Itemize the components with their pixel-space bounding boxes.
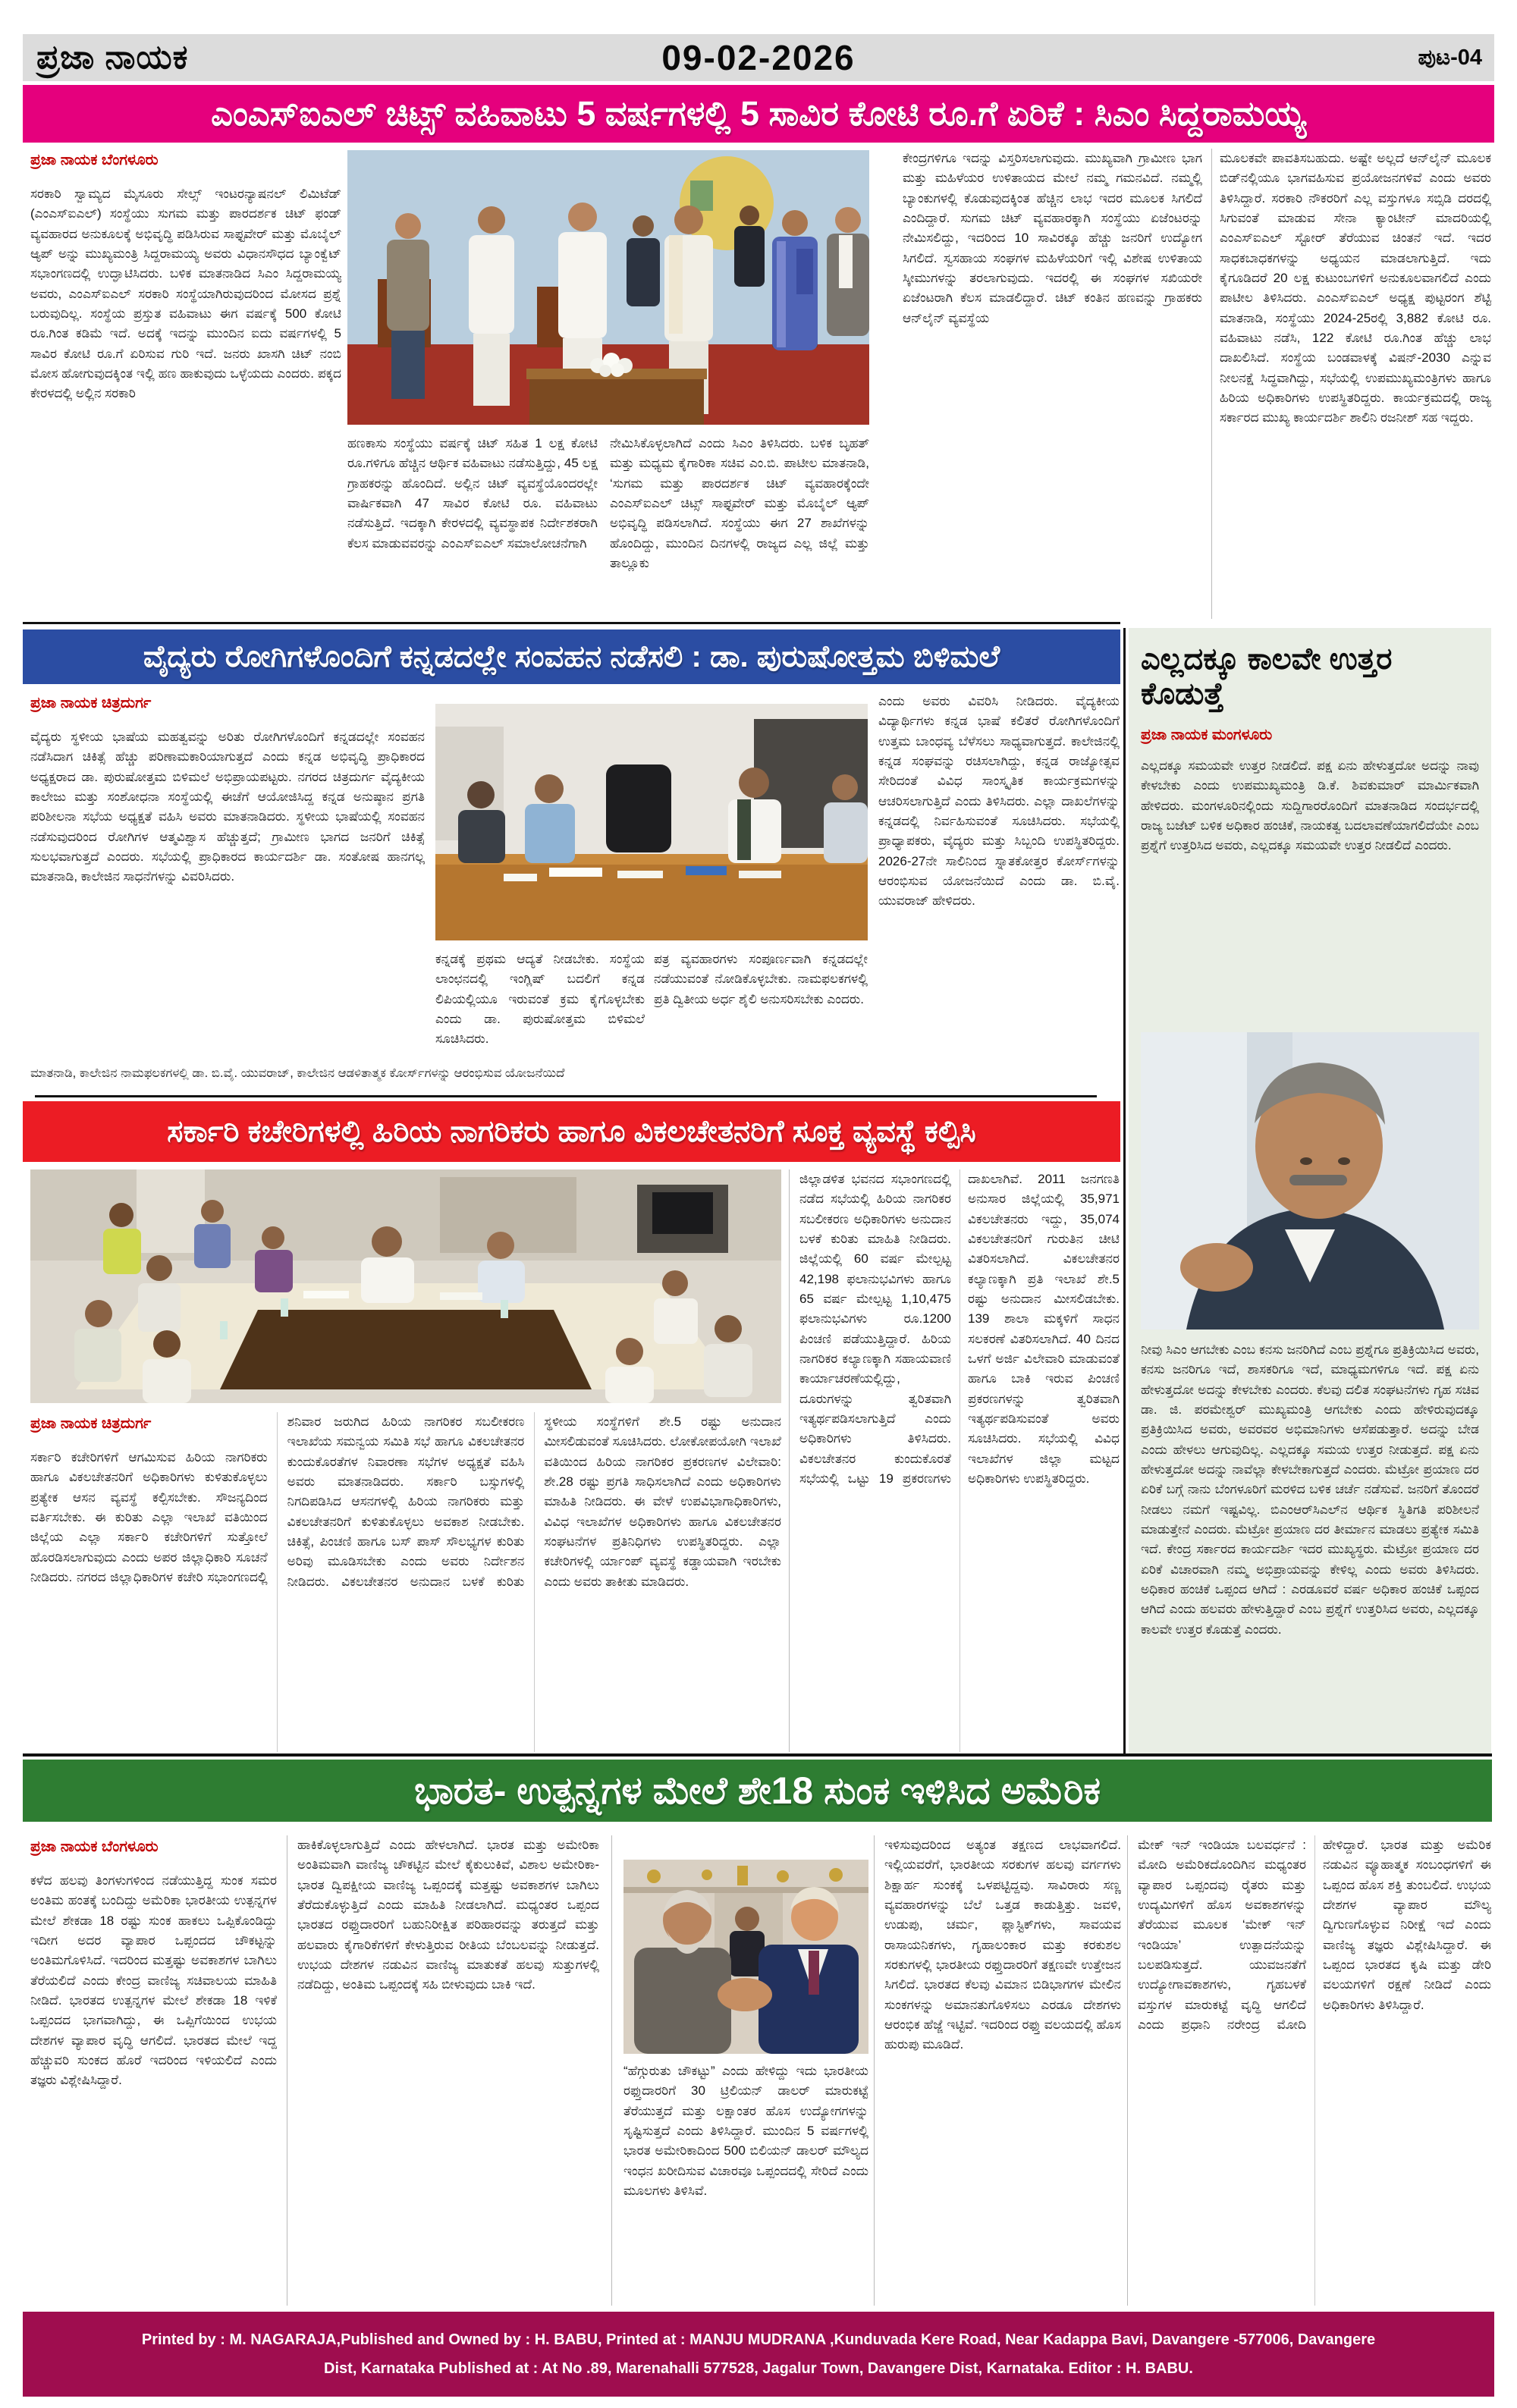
dk-shivakumar-photo <box>1141 1032 1479 1330</box>
article4-column1 <box>30 1835 277 2306</box>
section-divider <box>35 1095 1097 1097</box>
article2-headline: ವೈದ್ಯರು ರೋಗಿಗಳೊಂದಿಗೆ ಕನ್ನಡದಲ್ಲೇ ಸಂವಹನ ನಡೆಸಲಿ : ಡಾ. ಪುರುಷೋತ್ತಮ ಬಿಳಿಮಲೆ <box>23 629 1120 684</box>
article2-column1 <box>30 692 425 1062</box>
sidebar-paragraph1: ಎಲ್ಲದಕ್ಕೂ ಸಮಯವೇ ಉತ್ತರ ನೀಡಲಿದೆ. ಪಕ್ಷ ಏನು ಹೇಳುತ್ತದೋ ಅದನ್ನು ನಾವು ಕೇಳಬೇಕು ಎಂದು ಉಪಮುಖ್ಯಮಂತ್ರಿ ಡಿ.ಕೆ. ಶಿವಕುಮಾರ್ ಮಾರ್ಮಿಕವಾಗಿ ಹೇಳಿದರು. ಮಂಗಳೂರಿನಲ್ಲಿಂದು ಸುದ್ದಿಗಾರರೊಂದಿಗೆ ಮಾತನಾಡಿದ ಸಂದರ್ಭದಲ್ಲಿ ರಾಜ್ಯ ಬಜೆಟ್ ಬಳಿಕ ಅಧಿಕಾರ ಹಂಚಿಕೆ, ನಾಯಕತ್ವ ಬದಲಾವಣೆಯಾಗಲಿದೆಯೇ ಎಂಬ ಪ್ರಶ್ನೆಗೆ ಉತ್ತರಿಸಿದ ಅವರು, ಎಲ್ಲದಕ್ಕೂ ಸಮಯವೇ ಉತ್ತರ ನೀಡಲಿದೆ ಎಂದರು. <box>1141 758 1479 853</box>
article3-headline: ಸರ್ಕಾರಿ ಕಚೇರಿಗಳಲ್ಲಿ ಹಿರಿಯ ನಾಗರಿಕರು ಹಾಗೂ ವಿಕಲಚೇತನರಿಗೆ ಸೂಕ್ತ ವ್ಯವಸ್ಥೆ ಕಲ್ಪಿಸಿ <box>23 1101 1120 1162</box>
sidebar-headline: ಎಲ್ಲದಕ್ಕೂ ಕಾಲವೇ ಉತ್ತರ ಕೊಡುತ್ತೆ <box>1141 642 1393 711</box>
article2-column2: ಕನ್ನಡಕ್ಕೆ ಪ್ರಥಮ ಆದ್ಯತೆ ನೀಡಬೇಕು. ಸಂಸ್ಥೆಯ ಲಾಂಛನದಲ್ಲಿ ಇಂಗ್ಲಿಷ್ ಬದಲಿಗೆ ಕನ್ನಡ ಲಿಪಿಯಲ್ಲಿಯೂ ಇರುವಂತೆ ಕ್ರಮ ಕೈಗೊಳ್ಳಬೇಕು ಎಂದು ಡಾ. ಪುರುಷೋತ್ತಮ ಬಿಳಿಮಲೆ ಸೂಚಿಸಿದರು. <box>435 952 645 1047</box>
imprint-line2: Dist, Karnataka Published at : At No .89, Marenahalli 577528, Jagalur Town, Davangere Dist, Karnataka. Editor : H. BABU. <box>324 2360 1193 2377</box>
article4-byline: ಪ್ರಜಾ ನಾಯಕ ಬೆಂಗಳೂರು <box>30 1838 159 1855</box>
article2-column4: ಎಂದು ಅವರು ವಿವರಿಸಿ ನೀಡಿದರು. ವೈದ್ಯಕೀಯ ವಿದ್ಯಾರ್ಥಿಗಳು ಕನ್ನಡ ಭಾಷೆ ಕಲಿತರೆ ರೋಗಿಗಳೊಂದಿಗೆ ಉತ್ತಮ ಬಾಂಧವ್ಯ ಬೆಳೆಸಲು ಸಾಧ್ಯವಾಗುತ್ತದೆ. ಕಾಲೇಜಿನಲ್ಲಿ ಕನ್ನಡ ಸಂಘವನ್ನು ರಚಿಸಲಾಗಿದ್ದು, ಕನ್ನಡ ರಾಜ್ಯೋತ್ಸವ ಸೇರಿದಂತೆ ವಿವಿಧ ಸಾಂಸ್ಕೃತಿಕ ಕಾರ್ಯಕ್ರಮಗಳನ್ನು ಆಚರಿಸಲಾಗುತ್ತಿದೆ ಎಂದು ತಿಳಿಸಿದರು. ಎಲ್ಲಾ ದಾಖಲೆಗಳನ್ನು ಕನ್ನಡದಲ್ಲಿ ನಿರ್ವಹಿಸುವಂತೆ ಸೂಚಿಸಿದರು. ಸಭೆಯಲ್ಲಿ ಪ್ರಾಧ್ಯಾಪಕರು, ವೈದ್ಯರು ಮತ್ತು ಸಿಬ್ಬಂದಿ ಉಪಸ್ಥಿತರಿದ್ದರು. 2026-27ನೇ ಸಾಲಿನಿಂದ ಸ್ನಾತಕೋತ್ತರ ಕೋರ್ಸ್‌ಗಳನ್ನು ಆರಂಭಿಸುವ ಯೋಜನೆಯಿದೆ ಎಂದು ಡಾ. ಬಿ.ವೈ. ಯುವರಾಜ್ ಹೇಳಿದರು. <box>878 694 1120 909</box>
article4-columns56: ಮೇಕ್ ಇನ್ ಇಂಡಿಯಾ ಬಲವರ್ಧನೆ : ಮೋದಿ ಅಮೆರಿಕದೊಂದಿಗಿನ ಮಧ್ಯಂತರ ವ್ಯಾಪಾರ ಒಪ್ಪಂದವು ರೈತರು ಮತ್ತು ಉದ್ಯಮಿಗಳಿಗೆ ಹೊಸ ಅವಕಾಶಗಳನ್ನು ತೆರೆಯುವ ಮೂಲಕ ‘ಮೇಕ್ ಇನ್ ಇಂಡಿಯಾ’ ಉತ್ಪಾದನೆಯನ್ನು ಬಲಪಡಿಸುತ್ತದೆ. ಯುವಜನತೆಗೆ ಉದ್ಯೋಗಾವಕಾಶಗಳು, ಗೃಹಬಳಕೆ ವಸ್ತುಗಳ ಮಾರುಕಟ್ಟೆ ವೃದ್ಧಿ ಆಗಲಿದೆ ಎಂದು ಪ್ರಧಾನಿ ನರೇಂದ್ರ ಮೋದಿ ಹೇಳಿದ್ದಾರೆ. ಭಾರತ ಮತ್ತು ಅಮೆರಿಕ ನಡುವಿನ ವ್ಯೂಹಾತ್ಮಕ ಸಂಬಂಧಗಳಿಗೆ ಈ ಒಪ್ಪಂದ ಹೊಸ ಶಕ್ತಿ ತುಂಬಲಿದೆ. ಉಭಯ ದೇಶಗಳ ವ್ಯಾಪಾರ ಮೌಲ್ಯ ದ್ವಿಗುಣಗೊಳ್ಳುವ ನಿರೀಕ್ಷೆ ಇದೆ ಎಂದು ವಾಣಿಜ್ಯ ತಜ್ಞರು ವಿಶ್ಲೇಷಿಸಿದ್ದಾರೆ. ಈ ಒಪ್ಪಂದ ಭಾರತದ ಕೃಷಿ ಮತ್ತು ಡೇರಿ ವಲಯಗಳಿಗೆ ರಕ್ಷಣೆ ನೀಡಿದೆ ಎಂದು ಅಧಿಕಾರಿಗಳು ತಿಳಿಸಿದ್ದಾರೆ. <box>1138 1838 1491 2033</box>
article1-column4: ಕೇಂದ್ರಗಳಿಗೂ ಇದನ್ನು ವಿಸ್ತರಿಸಲಾಗುವುದು. ಮುಖ್ಯವಾಗಿ ಗ್ರಾಮೀಣ ಭಾಗ ಮತ್ತು ಮಹಿಳೆಯರ ಉಳಿತಾಯದ ಮೇಲೆ ನಮ್ಮ ಗಮನವಿದೆ. ನಮ್ಮಲ್ಲಿ ಬ್ಯಾಂಕುಗಳಲ್ಲಿ ಕೊಡುವುದಕ್ಕಿಂತ ಹೆಚ್ಚಿನ ಲಾಭ ಇದರ ಮೂಲಕ ಸಿಗಲಿದೆ ಎಂದಿದ್ದಾರೆ. ಸುಗಮ ಚಿಟ್ ವ್ಯವಹಾರಕ್ಕಾಗಿ ಸಂಸ್ಥೆಯು ಏಜೆಂಟರನ್ನು ನೇಮಿಸಲಿದ್ದು, ಇದರಿಂದ 10 ಸಾವಿರಕ್ಕೂ ಹೆಚ್ಚು ಜನರಿಗೆ ಉದ್ಯೋಗ ಸಿಗಲಿದೆ. ಸ್ವಸಹಾಯ ಸಂಘಗಳ ಮಹಿಳೆಯರಿಗೆ ಇಲ್ಲಿ ವಿಶೇಷ ಉಳಿತಾಯ ಸ್ಕೀಮುಗಳನ್ನು ತರಲಾಗುವುದು. ಇದರಲ್ಲಿ ಈ ಸಂಘಗಳ ಸಖಿಯರೇ ಏಜೆಂಟರಾಗಿ ಕೆಲಸ ಮಾಡಲಿದ್ದಾರೆ. ಚಿಟ್ ಕಂತಿನ ಹಣವನ್ನು ಗ್ರಾಹಕರು ಆನ್‌ಲೈನ್ ವ್ಯವಸ್ಥೆಯ <box>903 151 1202 325</box>
section-divider <box>23 622 1120 624</box>
column-divider <box>874 1835 875 2306</box>
newspaper-title: ಪ್ರಜಾ ನಾಯಕ <box>36 39 189 76</box>
msil-launch-photo <box>347 150 869 425</box>
imprint-footer <box>23 2312 1494 2397</box>
article2-column3: ಪತ್ರ ವ್ಯವಹಾರಗಳು ಸಂಪೂರ್ಣವಾಗಿ ಕನ್ನಡದಲ್ಲೇ ನಡೆಯುವಂತೆ ನೋಡಿಕೊಳ್ಳಬೇಕು. ನಾಮಫಲಕಗಳಲ್ಲಿ ಪ್ರತಿ ದ್ವಿತೀಯ ಅರ್ಧ ಶೈಲಿ ಅನುಸರಿಸಬೇಕು ಎಂದರು. <box>654 952 868 1006</box>
sidebar-article <box>1129 628 1491 1753</box>
article4-text1: ಕಳೆದ ಹಲವು ತಿಂಗಳುಗಳಿಂದ ನಡೆಯುತ್ತಿದ್ದ ಸುಂಕ ಸಮರ ಅಂತಿಮ ಹಂತಕ್ಕೆ ಬಂದಿದ್ದು ಅಮೆರಿಕಾ ಭಾರತೀಯ ಉತ್ಪನ್ನಗಳ ಮೇಲೆ ಶೇಕಡಾ 18 ರಷ್ಟು ಸುಂಕ ಹಾಕಲು ಒಪ್ಪಿಕೊಂಡಿದ್ದು ಇದೀಗ ಅದರ ವ್ಯಾಪಾರ ಒಪ್ಪಂದದ ಚೌಕಟ್ಟನ್ನು ಅಂತಿಮಗೊಳಿಸಿದೆ. ಇದರಿಂದ ಮತ್ತಷ್ಟು ಅವಕಾಶಗಳ ಬಾಗಿಲು ತೆರೆಯಲಿದೆ ಎಂದು ಕೇಂದ್ರ ವಾಣಿಜ್ಯ ಸಚಿವಾಲಯ ಮಾಹಿತಿ ನೀಡಿದೆ. ಭಾರತದ ಉತ್ಪನ್ನಗಳ ಮೇಲೆ ಶೇಕಡಾ 18 ಇಳಿಕೆ ಒಪ್ಪಂದದ ಭಾಗವಾಗಿದ್ದು, ಈ ಒಪ್ಪಿಗೆಯಿಂದ ಉಭಯ ದೇಶಗಳ ವ್ಯಾಪಾರ ವೃದ್ಧಿ ಆಗಲಿದೆ. ಭಾರತದ ಮೇಲೆ ಇದ್ದ ಹೆಚ್ಚುವರಿ ಸುಂಕದ ಹೊರೆ ಇದರಿಂದ ಇಳಿಯಲಿದೆ ಎಂದು ತಜ್ಞರು ವಿಶ್ಲೇಷಿಸಿದ್ದಾರೆ. <box>30 1873 277 2088</box>
article1-column3: ನೇಮಿಸಿಕೊಳ್ಳಲಾಗಿದೆ ಎಂದು ಸಿಎಂ ತಿಳಿಸಿದರು. ಬಳಿಕ ಬೃಹತ್ ಮತ್ತು ಮಧ್ಯಮ ಕೈಗಾರಿಕಾ ಸಚಿವ ಎಂ.ಬಿ. ಪಾಟೀಲ ಮಾತನಾಡಿ, ‘ಸುಗಮ ಮತ್ತು ಪಾರದರ್ಶಕ ಚಿಟ್ ವ್ಯವಹಾರಕ್ಕೆಂದೇ ಎಂಎಸ್‌ಐಎಲ್ ಚಿಟ್ಸ್ ಸಾಫ್ಟವೇರ್ ಮತ್ತು ಮೊಬೈಲ್ ಆ್ಯಪ್ ಅಭಿವೃದ್ಧಿ ಪಡಿಸಲಾಗಿದೆ. ಸಂಸ್ಥೆಯು ಈಗ 27 ಶಾಖೆಗಳನ್ನು ಹೊಂದಿದ್ದು, ಮುಂದಿನ ದಿನಗಳಲ್ಲಿ ರಾಜ್ಯದ ಎಲ್ಲ ಜಿಲ್ಲೆ ಮತ್ತು ತಾಲ್ಲೂಕು <box>610 436 869 571</box>
article1-byline: ಪ್ರಜಾ ನಾಯಕ ಬೆಂಗಳೂರು <box>30 152 159 168</box>
article3-byline: ಪ್ರಜಾ ನಾಯಕ ಚಿತ್ರದುರ್ಗ <box>30 1415 152 1432</box>
article2-byline: ಪ್ರಜಾ ನಾಯಕ ಚಿತ್ರದುರ್ಗ <box>30 695 152 711</box>
lead-headline: ಎಂಎಸ್‌ಐಎಲ್ ಚಿಟ್ಸ್ ವಹಿವಾಟು 5 ವರ್ಷಗಳಲ್ಲಿ 5 ಸಾವಿರ ಕೋಟಿ ರೂ.ಗೆ ಏರಿಕೆ : ಸಿಎಂ ಸಿದ್ದರಾಮಯ್ಯ <box>23 85 1494 143</box>
column-divider <box>1127 1835 1128 2306</box>
article1-text1: ಸರಕಾರಿ ಸ್ವಾಮ್ಯದ ಮೈಸೂರು ಸೇಲ್ಸ್ ಇಂಟರನ್ಯಾಷನಲ್ ಲಿಮಿಟೆಡ್ (ಎಂಎಸ್‌ಐಎಲ್) ಸಂಸ್ಥೆಯು ಸುಗಮ ಮತ್ತು ಪಾರದರ್ಶಕ ಚಿಟ್ ಫಂಡ್ ವ್ಯವಹಾರದ ಅನುಕೂಲಕ್ಕೆ ಅಭಿವೃದ್ಧಿ ಪಡಿಸಿರುವ ಸಾಫ್ಟವೇರ್ ಮತ್ತು ಮೊಬೈಲ್ ಆ್ಯಪ್ ಅನ್ನು ಮುಖ್ಯಮಂತ್ರಿ ಸಿದ್ದರಾಮಯ್ಯ ಅವರು ವಿಧಾನಸೌಧದ ಬ್ಯಾಂಕ್ವೆಟ್ ಸಭಾಂಗಣದಲ್ಲಿ ಉದ್ಘಾಟಿಸಿದರು. ಬಳಿಕ ಮಾತನಾಡಿದ ಸಿಎಂ ಸಿದ್ದರಾಮಯ್ಯ ಅವರು, ಎಂಎಸ್‌ಐಎಲ್ ಸರಕಾರಿ ಸಂಸ್ಥೆಯಾಗಿರುವುದರಿಂದ ಮೋಸದ ಪ್ರಶ್ನೆ ಬರುವುದಿಲ್ಲ. ಸಂಸ್ಥೆಯ ಪ್ರಸ್ತುತ ವಹಿವಾಟು ಈಗ ವರ್ಷಕ್ಕೆ 500 ಕೋಟಿ ರೂ.ಗಿಂತ ಕಡಿಮೆ ಇದೆ. ಅದಕ್ಕೆ ಇದನ್ನು ಮುಂದಿನ ಐದು ವರ್ಷಗಳಲ್ಲಿ 5 ಸಾವಿರ ಕೋಟಿ ರೂ.ಗೆ ಏರಿಸುವ ಗುರಿ ಇದೆ. ಜನರು ಖಾಸಗಿ ಚಿಟ್ ನಂಬಿ ಮೋಸ ಹೋಗುವುದಕ್ಕಿಂತ ಇಲ್ಲಿ ಹಣ ಹಾಕುವುದು ಒಳ್ಳೆಯದು ಎಂದರು. ಪಕ್ಕದ ಕೇರಳದಲ್ಲಿ ಅಲ್ಲಿನ ಸರಕಾರಿ <box>30 187 341 401</box>
article4-mid-text: “ಹೆಗ್ಗುರುತು ಚೌಕಟ್ಟು” ಎಂದು ಹೇಳಿದ್ದು ಇದು ಭಾರತೀಯ ರಫ್ತುದಾರರಿಗೆ 30 ಟ್ರಿಲಿಯನ್ ಡಾಲರ್ ಮಾರುಕಟ್ಟೆ ತೆರೆಯುತ್ತದೆ ಮತ್ತು ಲಕ್ಷಾಂತರ ಹೊಸ ಉದ್ಯೋಗಗಳನ್ನು ಸೃಷ್ಟಿಸುತ್ತದೆ ಎಂದು ತಿಳಿಸಿದ್ದಾರೆ. ಮುಂದಿನ 5 ವರ್ಷಗಳಲ್ಲಿ ಭಾರತ ಅಮೇರಿಕಾದಿಂದ 500 ಬಿಲಿಯನ್ ಡಾಲರ್ ಮೌಲ್ಯದ ಇಂಧನ ಖರೀದಿಸುವ ವಿಚಾರವೂ ಒಪ್ಪಂದದಲ್ಲಿ ಸೇರಿದೆ ಎಂದು ಮೂಲಗಳು ತಿಳಿಸಿವೆ. <box>623 2064 868 2199</box>
article4-headline: ಭಾರತ- ಉತ್ಪನ್ನಗಳ ಮೇಲೆ ಶೇ18 ಸುಂಕ ಇಳಿಸಿದ ಅಮೆರಿಕ <box>23 1760 1492 1822</box>
column-divider <box>789 1169 790 1752</box>
column-divider <box>1211 149 1212 619</box>
article4-column2: ಹಾಕಿಕೊಳ್ಳಲಾಗುತ್ತಿದೆ ಎಂದು ಹೇಳಲಾಗಿದೆ. ಭಾರತ ಮತ್ತು ಅಮೇರಿಕಾ ಅಂತಿಮವಾಗಿ ವಾಣಿಜ್ಯ ಚೌಕಟ್ಟಿನ ಮೇಲೆ ಕೈಕುಲುಕಿವೆ, ವಿಶಾಲ ಅಮೇರಿಕಾ-ಭಾರತ ದ್ವಿಪಕ್ಷೀಯ ವಾಣಿಜ್ಯ ಒಪ್ಪಂದಕ್ಕೆ ಮತ್ತಷ್ಟು ಅವಕಾಶಗಳ ಬಾಗಿಲು ತೆರೆದುಕೊಳ್ಳುತ್ತಿದೆ ಎಂದು ಮಾಹಿತಿ ನೀಡಲಾಗಿದೆ. ಮಧ್ಯಂತರ ಒಪ್ಪಂದ ಭಾರತದ ರಫ್ತುದಾರರಿಗೆ ಬಹುನಿರೀಕ್ಷಿತ ಪರಿಹಾರವನ್ನು ತರುತ್ತದೆ ಮತ್ತು ಹಲವಾರು ಕೈಗಾರಿಕೆಗಳಿಗೆ ಕೇಳುತ್ತಿರುವ ರೀತಿಯ ಬೆಂಬಲವನ್ನು ನೀಡುತ್ತದೆ. ಉಭಯ ದೇಶಗಳ ನಡುವಿನ ವಾಣಿಜ್ಯ ಮಾತುಕತೆ ಹಲವು ಸುತ್ತುಗಳಲ್ಲಿ ನಡೆದಿದ್ದು, ಅಂತಿಮ ಒಪ್ಪಂದಕ್ಕೆ ಸಹಿ ಬೀಳುವುದು ಬಾಕಿ ಇದೆ. <box>297 1838 599 1992</box>
article3-body <box>30 1412 781 1752</box>
article1-column1 <box>30 149 341 619</box>
figure-2 <box>469 206 514 406</box>
kannada-review-meeting-photo <box>435 704 868 940</box>
district-meeting-photo <box>30 1169 781 1403</box>
modi-trump-handshake-photo <box>623 1860 868 2054</box>
edition-date: 09-02-2026 <box>661 38 856 77</box>
figure-1 <box>387 213 429 399</box>
section-divider <box>23 1753 1492 1757</box>
sidebar-byline: ಪ್ರಜಾ ನಾಯಕ ಮಂಗಳೂರು <box>1141 727 1273 743</box>
article3-right-columns: ಜಿಲ್ಲಾಡಳಿತ ಭವನದ ಸಭಾಂಗಣದಲ್ಲಿ ನಡೆದ ಸಭೆಯಲ್ಲಿ ಹಿರಿಯ ನಾಗರಿಕರ ಸಬಲೀಕರಣ ಅಧಿಕಾರಿಗಳು ಅನುದಾನ ಬಳಕೆ ಕುರಿತು ಮಾಹಿತಿ ನೀಡಿದರು. ಜಿಲ್ಲೆಯಲ್ಲಿ 60 ವರ್ಷ ಮೇಲ್ಪಟ್ಟ 42,198 ಫಲಾನುಭವಿಗಳು ಹಾಗೂ 65 ವರ್ಷ ಮೇಲ್ಪಟ್ಟ 1,10,475 ಫಲಾನುಭವಿಗಳು ರೂ.1200 ಪಿಂಚಣಿ ಪಡೆಯುತ್ತಿದ್ದಾರೆ. ಹಿರಿಯ ನಾಗರಿಕರ ಕಲ್ಯಾಣಕ್ಕಾಗಿ ಸಹಾಯವಾಣಿ ಕಾರ್ಯಾಚರಣೆಯಲ್ಲಿದ್ದು, ದೂರುಗಳನ್ನು ತ್ವರಿತವಾಗಿ ಇತ್ಯರ್ಥಪಡಿಸಲಾಗುತ್ತಿದೆ ಎಂದು ಅಧಿಕಾರಿಗಳು ತಿಳಿಸಿದರು. ವಿಕಲಚೇತನರ ಕುಂದುಕೊರತೆ ಸಭೆಯಲ್ಲಿ ಒಟ್ಟು 19 ಪ್ರಕರಣಗಳು ದಾಖಲಾಗಿವೆ. 2011 ಜನಗಣತಿ ಅನುಸಾರ ಜಿಲ್ಲೆಯಲ್ಲಿ 35,971 ವಿಕಲಚೇತನರು ಇದ್ದು, 35,074 ವಿಕಲಚೇತನರಿಗೆ ಗುರುತಿನ ಚೀಟಿ ವಿತರಿಸಲಾಗಿದೆ. ವಿಕಲಚೇತನರ ಕಲ್ಯಾಣಕ್ಕಾಗಿ ಪ್ರತಿ ಇಲಾಖೆ ಶೇ.5 ರಷ್ಟು ಅನುದಾನ ಮೀಸಲಿಡಬೇಕು. 139 ಶಾಲಾ ಮಕ್ಕಳಿಗೆ ಸಾಧನ ಸಲಕರಣೆ ವಿತರಿಸಲಾಗಿದೆ. 40 ದಿನದ ಒಳಗೆ ಅರ್ಜಿ ವಿಲೇವಾರಿ ಮಾಡುವಂತೆ ಹಾಗೂ ಬಾಕಿ ಇರುವ ಪಿಂಚಣಿ ಪ್ರಕರಣಗಳನ್ನು ತ್ವರಿತವಾಗಿ ಇತ್ಯರ್ಥಪಡಿಸುವಂತೆ ಅವರು ಸೂಚಿಸಿದರು. ಸಭೆಯಲ್ಲಿ ವಿವಿಧ ಇಲಾಖೆಗಳ ಜಿಲ್ಲಾ ಮಟ್ಟದ ಅಧಿಕಾರಿಗಳು ಉಪಸ್ಥಿತರಿದ್ದರು. <box>799 1172 1120 1487</box>
sidebar-paragraph2: ನೀವು ಸಿಎಂ ಆಗಬೇಕು ಎಂಬ ಕನಸು ಜನರಿಗಿದೆ ಎಂಬ ಪ್ರಶ್ನೆಗೂ ಪ್ರತಿಕ್ರಿಯಿಸಿದ ಅವರು, ಕನಸು ಜನರಿಗೂ ಇದೆ, ಶಾಸಕರಿಗೂ ಇದೆ, ಮಾಧ್ಯಮಗಳಿಗೂ ಇದೆ. ಪಕ್ಷ ಏನು ಹೇಳುತ್ತದೋ ಅದನ್ನು ಕೇಳಬೇಕು ಎಂದರು. ಕೆಲವು ದಲಿತ ಸಂಘಟನೆಗಳು ಗೃಹ ಸಚಿವ ಡಾ. ಜಿ. ಪರಮೇಶ್ವರ್ ಮುಖ್ಯಮಂತ್ರಿ ಆಗಬೇಕು ಎಂದು ಹೇಳಿರುವುದಕ್ಕೂ ಪ್ರತಿಕ್ರಿಯಿಸಿದ ಅವರು, ಅವರವರ ಅಭಿಮಾನಿಗಳು ಆಸೆಪಡುತ್ತಾರೆ. ಅದನ್ನು ಬೇಡ ಎಂದು ಹೇಳಲು ಆಗುವುದಿಲ್ಲ. ಎಲ್ಲದಕ್ಕೂ ಸಮಯ ಉತ್ತರ ನೀಡುತ್ತದೆ. ಪಕ್ಷ ಏನು ಹೇಳುತ್ತದೋ ಅದನ್ನು ನಾವೆಲ್ಲಾ ಕೇಳಬೇಕಾಗುತ್ತದೆ ಎಂದರು. ಮೆಟ್ರೋ ಪ್ರಯಾಣ ದರ ಏರಿಕೆ ಬಗ್ಗೆ ನಾನು ಬೆಂಗಳೂರಿಗೆ ಮರಳಿದ ಬಳಿಕ ಚರ್ಚೆ ನಡೆಸುವೆ. ಜನರಿಗೆ ತೊಂದರೆ ನೀಡಲು ನಮಗೆ ಇಷ್ಟವಿಲ್ಲ. ಬಿಎಂಆರ್‌ಸಿಎಲ್‌ನ ಆರ್ಥಿಕ ಸ್ಥಿತಿಗತಿ ಪರಿಶೀಲನೆ ಮಾಡುತ್ತೇನೆ ಎಂದರು. ಮೆಟ್ರೋ ಪ್ರಯಾಣ ದರ ತೀರ್ಮಾನ ಮಾಡಲು ಪ್ರತ್ಯೇಕ ಸಮಿತಿ ಇದೆ. ಕೇಂದ್ರ ಸರ್ಕಾರದ ಕಾರ್ಯದರ್ಶಿ ಇದರ ಮುಖ್ಯಸ್ಥರು. ಮೆಟ್ರೋ ಪ್ರಯಾಣ ದರ ಏರಿಕೆ ವಿಚಾರವಾಗಿ ನಮ್ಮ ಅಭಿಪ್ರಾಯವನ್ನು ಕೇಳಿಲ್ಲ ಎಂದು ಅವರು ತಿಳಿಸಿದರು. ಅಧಿಕಾರ ಹಂಚಿಕೆ ಒಪ್ಪಂದ ಆಗಿದೆ : ಎರಡೂವರೆ ವರ್ಷ ಅಧಿಕಾರ ಹಂಚಿಕೆ ಒಪ್ಪಂದ ಆಗಿದೆ ಎಂದು ಹಲವರು ಹೇಳುತ್ತಿದ್ದಾರೆ ಎಂಬ ಪ್ರಶ್ನೆಗೆ ಉತ್ತರಿಸಿದ ಅವರು, ಎಲ್ಲದಕ್ಕೂ ಕಾಲವೇ ಉತ್ತರ ಕೊಡುತ್ತೆ ಎಂದರು. <box>1141 1342 1479 1637</box>
article1-column2: ಹಣಕಾಸು ಸಂಸ್ಥೆಯು ವರ್ಷಕ್ಕೆ ಚಿಟ್ ಸಹಿತ 1 ಲಕ್ಷ ಕೋಟಿ ರೂ.ಗಳಿಗೂ ಹೆಚ್ಚಿನ ಆರ್ಥಿಕ ವಹಿವಾಟು ನಡೆಸುತ್ತಿದ್ದು, 45 ಲಕ್ಷ ಗ್ರಾಹಕರನ್ನು ಹೊಂದಿದೆ. ಅಲ್ಲಿನ ಚಿಟ್ ವ್ಯವಸ್ಥೆಯೊಂದರಲ್ಲೇ ವಾರ್ಷಿಕವಾಗಿ 47 ಸಾವಿರ ಕೋಟಿ ರೂ. ವಹಿವಾಟು ನಡೆಸುತ್ತಿದೆ. ಇದಕ್ಕಾಗಿ ಕೇರಳದಲ್ಲಿ ವ್ಯವಸ್ಥಾಪಕ ನಿರ್ದೇಶಕರಾಗಿ ಕೆಲಸ ಮಾಡುವವರನ್ನು ಎಂಎಸ್‌ಐಎಲ್ ಸಮಾಲೋಚನೆಗಾಗಿ <box>347 436 598 551</box>
article2-tail-line: ಮಾತನಾಡಿ, ಕಾಲೇಜಿನ ನಾಮಫಲಕಗಳಲ್ಲಿ ಡಾ. ಬಿ.ವೈ. ಯುವರಾಜ್, ಕಾಲೇಜಿನ ಆಡಳಿತಾತ್ಮಕ ಕೋರ್ಸ್‌ಗಳನ್ನು ಆರಂಭಿಸುವ ಯೋಜನೆಯಿದೆ <box>30 1066 565 1080</box>
article2-text1: ವೈದ್ಯರು ಸ್ಥಳೀಯ ಭಾಷೆಯ ಮಹತ್ವವನ್ನು ಅರಿತು ರೋಗಿಗಳೊಂದಿಗೆ ಕನ್ನಡದಲ್ಲೇ ಸಂವಹನ ನಡೆಸಿದಾಗ ಚಿಕಿತ್ಸೆ ಹೆಚ್ಚು ಪರಿಣಾಮಕಾರಿಯಾಗುತ್ತದೆ ಎಂದು ಕನ್ನಡ ಅಭಿವೃದ್ಧಿ ಪ್ರಾಧಿಕಾರದ ಅಧ್ಯಕ್ಷರಾದ ಡಾ. ಪುರುಷೋತ್ತಮ ಬಿಳಿಮಲೆ ಅಭಿಪ್ರಾಯಪಟ್ಟರು. ನಗರದ ಚಿತ್ರದುರ್ಗ ವೈದ್ಯಕೀಯ ಕಾಲೇಜು ಮತ್ತು ಸಂಶೋಧನಾ ಸಂಸ್ಥೆಯಲ್ಲಿ ಈಚೆಗೆ ಆಯೋಜಿಸಿದ್ದ ಕನ್ನಡ ಅನುಷ್ಠಾನ ಪ್ರಗತಿ ಪರಿಶೀಲನಾ ಸಭೆಯ ಅಧ್ಯಕ್ಷತೆ ವಹಿಸಿ ಅವರು ಮಾತನಾಡಿದರು. ಸ್ಥಳೀಯ ಭಾಷೆಯಲ್ಲಿ ಸಂವಹನ ನಡೆಸುವುದರಿಂದ ರೋಗಿಗಳ ಆತ್ಮವಿಶ್ವಾಸ ಹೆಚ್ಚುತ್ತದೆ; ಗ್ರಾಮೀಣ ಭಾಗದ ಜನರಿಗೆ ಚಿಕಿತ್ಸೆ ಸುಲಭವಾಗುತ್ತದೆ ಎಂದರು. ಸಭೆಯಲ್ಲಿ ಪ್ರಾಧಿಕಾರದ ಕಾರ್ಯದರ್ಶಿ ಡಾ. ಸಂತೋಷ ಹಾನಗಲ್ಲ ಮಾತನಾಡಿ, ಕಾಲೇಜಿನ ಸಾಧನೆಗಳನ್ನು ವಿವರಿಸಿದರು. <box>30 730 425 884</box>
page-number: ಪುಟ-04 <box>1418 45 1482 70</box>
column-divider <box>611 1835 612 2306</box>
article3-text: ಸರ್ಕಾರಿ ಕಚೇರಿಗಳಿಗೆ ಆಗಮಿಸುವ ಹಿರಿಯ ನಾಗರಿಕರು ಹಾಗೂ ವಿಕಲಚೇತನರಿಗೆ ಅಧಿಕಾರಿಗಳು ಕುಳಿತುಕೊಳ್ಳಲು ಪ್ರತ್ಯೇಕ ಆಸನ ವ್ಯವಸ್ಥೆ ಕಲ್ಪಿಸಬೇಕು. ಸೌಜನ್ಯದಿಂದ ವರ್ತಿಸಬೇಕು. ಈ ಕುರಿತು ಎಲ್ಲಾ ಇಲಾಖೆ ವತಿಯಿಂದ ಜಿಲ್ಲೆಯ ಎಲ್ಲಾ ಸರ್ಕಾರಿ ಕಚೇರಿಗಳಿಗೆ ಸುತ್ತೋಲೆ ಹೊರಡಿಸಲಾಗುವುದು ಎಂದು ಅಪರ ಜಿಲ್ಲಾಧಿಕಾರಿ ಸೂಚನೆ ನೀಡಿದರು. ನಗರದ ಜಿಲ್ಲಾಧಿಕಾರಿಗಳ ಕಚೇರಿ ಸಭಾಂಗಣದಲ್ಲಿ ಶನಿವಾರ ಜರುಗಿದ ಹಿರಿಯ ನಾಗರಿಕರ ಸಬಲೀಕರಣ ಇಲಾಖೆಯ ಸಮನ್ವಯ ಸಮಿತಿ ಸಭೆ ಹಾಗೂ ವಿಕಲಚೇತನರ ಕುಂದುಕೊರತೆಗಳ ನಿವಾರಣಾ ಸಭೆಗಳ ಅಧ್ಯಕ್ಷತೆ ವಹಿಸಿ ಅವರು ಮಾತನಾಡಿದರು. ಸರ್ಕಾರಿ ಬಸ್ಸುಗಳಲ್ಲಿ ನಿಗದಿಪಡಿಸಿದ ಆಸನಗಳಲ್ಲಿ ಹಿರಿಯ ನಾಗರಿಕರು ಮತ್ತು ವಿಕಲಚೇತನರಿಗೆ ಕುಳಿತುಕೊಳ್ಳಲು ಅವಕಾಶ ನೀಡಬೇಕು. ಚಿಕಿತ್ಸೆ, ಪಿಂಚಣಿ ಹಾಗೂ ಬಸ್ ಪಾಸ್ ಸೌಲಭ್ಯಗಳ ಕುರಿತು ಅರಿವು ಮೂಡಿಸಬೇಕು ಎಂದು ಅವರು ನಿರ್ದೇಶನ ನೀಡಿದರು. ವಿಕಲಚೇತನರ ಅನುದಾನ ಬಳಕೆ ಕುರಿತು ಸ್ಥಳೀಯ ಸಂಸ್ಥೆಗಳಿಗೆ ಶೇ.5 ರಷ್ಟು ಅನುದಾನ ಮೀಸಲಿಡುವಂತೆ ಸೂಚಿಸಿದರು. ಲೋಕೋಪಯೋಗಿ ಇಲಾಖೆ ವತಿಯಿಂದ ಹಿರಿಯ ನಾಗರಿಕರ ಪ್ರಕರಣಗಳ ವಿಲೇವಾರಿ: ಶೇ.28 ರಷ್ಟು ಪ್ರಗತಿ ಸಾಧಿಸಲಾಗಿದೆ ಎಂದು ಅಧಿಕಾರಿಗಳು ಮಾಹಿತಿ ನೀಡಿದರು. ಈ ವೇಳೆ ಉಪವಿಭಾಗಾಧಿಕಾರಿಗಳು, ವಿವಿಧ ಇಲಾಖೆಗಳ ಅಧಿಕಾರಿಗಳು ಹಾಗೂ ವಿಕಲಚೇತನರ ಸಂಘಟನೆಗಳ ಪ್ರತಿನಿಧಿಗಳು ಉಪಸ್ಥಿತರಿದ್ದರು. ಎಲ್ಲಾ ಕಚೇರಿಗಳಲ್ಲಿ ರ್ಯಾಂಪ್ ವ್ಯವಸ್ಥೆ ಕಡ್ಡಾಯವಾಗಿ ಇರಬೇಕು ಎಂದು ಅವರು ತಾಕೀತು ಮಾಡಿದರು. <box>30 1414 781 1589</box>
article4-column4: ಇಳಿಸುವುದರಿಂದ ಅತ್ಯಂತ ತಕ್ಷಣದ ಲಾಭವಾಗಲಿದೆ. ಇಲ್ಲಿಯವರೆಗೆ, ಭಾರತೀಯ ಸರಕುಗಳ ಹಲವು ವರ್ಗಗಳು ಶಿಕ್ಷಾರ್ಹ ಸುಂಕಕ್ಕೆ ಒಳಪಟ್ಟಿದ್ದವು. ಸಾವಿರಾರು ಸಣ್ಣ ವ್ಯವಹಾರಗಳನ್ನು ಬೆಲೆ ಒತ್ತಡ ಕಾಡುತ್ತಿತ್ತು. ಜವಳಿ, ಉಡುಪು, ಚರ್ಮ, ಪ್ಲಾಸ್ಟಿಕ್‌ಗಳು, ಸಾವಯವ ರಾಸಾಯನಿಕಗಳು, ಗೃಹಾಲಂಕಾರ ಮತ್ತು ಕರಕುಶಲ ಸರಕುಗಳಲ್ಲಿ ಭಾರತೀಯ ರಫ್ತುದಾರರಿಗೆ ತಕ್ಷಣವೇ ಉತ್ತೇಜನ ಸಿಗಲಿದೆ. ಭಾರತದ ಕೆಲವು ವಿಮಾನ ಬಿಡಿಭಾಗಗಳ ಮೇಲಿನ ಸುಂಕಗಳನ್ನು ಅಮಾನತುಗೊಳಿಸಲು ಎರಡೂ ದೇಶಗಳು ಆರಂಭಿಕ ಹೆಜ್ಜೆ ಇಟ್ಟಿವೆ. ಇದರಿಂದ ರಫ್ತು ವಲಯದಲ್ಲಿ ಹೊಸ ಹುರುಪು ಮೂಡಿದೆ. <box>884 1838 1121 2052</box>
masthead <box>23 34 1494 81</box>
sidebar-divider <box>1123 628 1126 1753</box>
imprint-line1: Printed by : M. NAGARAJA,Published and Owned by : H. BABU, Printed at : MANJU MUDRANA ,Kunduvada Kere Road, Near Kadappa Bavi, Davangere -577006, Davangere <box>141 2331 1376 2348</box>
article1-column5: ಮೂಲಕವೇ ಪಾವತಿಸಬಹುದು. ಅಷ್ಟೇ ಅಲ್ಲದೆ ಆನ್‌ಲೈನ್ ಮೂಲಕ ಬಿಡ್‌ನಲ್ಲಿಯೂ ಭಾಗವಹಿಸುವ ಪ್ರಯೋಜನಗಳಿವೆ ಎಂದು ಅವರು ತಿಳಿಸಿದ್ದಾರೆ. ಸರಕಾರಿ ನೌಕರರಿಗೆ ಎಲ್ಲ ವಸ್ತುಗಳೂ ಸಬ್ಸಿಡಿ ದರದಲ್ಲಿ ಸಿಗುವಂತೆ ಮಾಡುವ ಸೇನಾ ಕ್ಯಾಂಟೀನ್ ಮಾದರಿಯಲ್ಲಿ ಎಂಎಸ್‌ಐಎಲ್ ಸ್ಟೋರ್ ತೆರೆಯುವ ಚಿಂತನೆ ಇದೆ. ಇದರ ಸಾಧಕಬಾಧಕಗಳನ್ನು ಅಧ್ಯಯನ ಮಾಡಲಾಗುತ್ತಿದೆ. ಇದು ಕೈಗೂಡಿದರೆ 20 ಲಕ್ಷ ಕುಟುಂಬಗಳಿಗೆ ಅನುಕೂಲವಾಗಲಿದೆ ಎಂದು ಪಾಟೀಲ ತಿಳಿಸಿದರು. ಎಂಎಸ್‌ಐಎಲ್ ಅಧ್ಯಕ್ಷ ಪುಟ್ಟರಂಗ ಶೆಟ್ಟಿ ಮಾತನಾಡಿ, ಸಂಸ್ಥೆಯು 2024-25ರಲ್ಲಿ 3,882 ಕೋಟಿ ರೂ. ವಹಿವಾಟು ನಡೆಸಿ, 122 ಕೋಟಿ ರೂ.ಗಿಂತ ಹೆಚ್ಚು ಲಾಭ ದಾಖಲಿಸಿದೆ. ಸಂಸ್ಥೆಯ ಬಂಡವಾಳಕ್ಕೆ ವಿಷನ್-2030 ಎನ್ನುವ ನೀಲನಕ್ಷೆ ಸಿದ್ಧವಾಗಿದ್ದು, ಸಭೆಯಲ್ಲಿ ಉಪಮುಖ್ಯಮಂತ್ರಿಗಳು ಹಾಗೂ ಹಿರಿಯ ಅಧಿಕಾರಿಗಳು ಉಪಸ್ಥಿತರಿದ್ದರು. ಕಾರ್ಯಕ್ರಮದಲ್ಲಿ ರಾಜ್ಯ ಸರ್ಕಾರದ ಮುಖ್ಯ ಕಾರ್ಯದರ್ಶಿ ಶಾಲಿನಿ ರಜನೀಶ್ ಸಹ ಇದ್ದರು. <box>1220 151 1491 425</box>
